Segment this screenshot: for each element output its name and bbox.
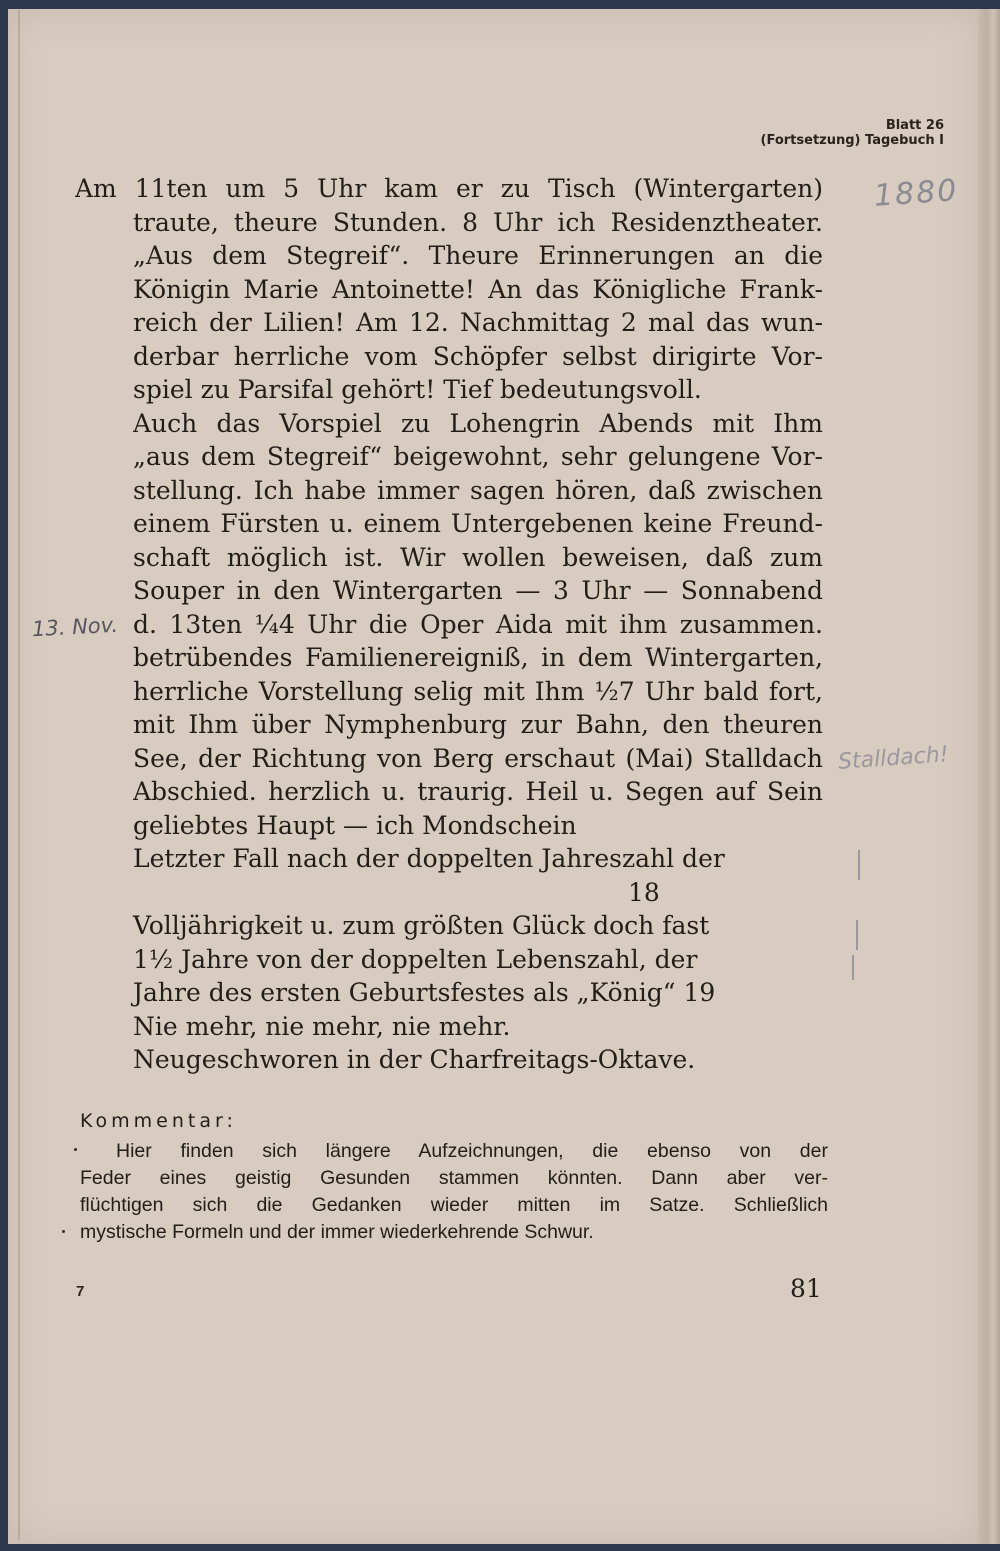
- diary-line: Letzter Fall nach der doppelten Jahreszahl der: [133, 844, 725, 873]
- diary-line: Jahre des ersten Geburtsfestes als „König“ 19: [133, 978, 716, 1007]
- diary-line-number: 18: [628, 877, 660, 907]
- diary-line: Neugeschworen in der Charfreitags-Oktave.: [133, 1045, 696, 1074]
- margin-note-year: 1880: [872, 173, 960, 214]
- diary-line: herrliche Vorstellung selig mit Ihm ½7 Uhr bald fort,: [133, 676, 823, 706]
- diary-text-block: [75, 172, 835, 1077]
- pencil-mark: [856, 920, 858, 950]
- page-edge: [978, 9, 1000, 1544]
- diary-line: derbar herrliche vom Schöpfer selbst dirigirte Vor-: [133, 341, 823, 371]
- commentary-line: mystische Formeln und der immer wiederkehrende Schwur.: [80, 1221, 594, 1243]
- diary-line: betrübendes Familienereigniß, in dem Wintergarten,: [133, 643, 823, 672]
- diary-line: einem Fürsten u. einem Untergebenen keine Freund-: [133, 509, 823, 538]
- commentary-line: Hier finden sich längere Aufzeichnungen, die ebenso von der: [116, 1140, 828, 1162]
- running-head-line-2: (Fortsetzung) Tagebuch I: [760, 133, 944, 148]
- diary-line: Volljährigkeit u. zum größten Glück doch fast: [133, 911, 710, 940]
- diary-line: Auch das Vorspiel zu Lohengrin Abends mit Ihm: [133, 408, 823, 438]
- margin-note-stall: Stalldach!: [837, 742, 950, 775]
- commentary-section: [80, 1108, 828, 1246]
- diary-line: Souper in den Wintergarten — 3 Uhr — Sonnabend: [133, 576, 823, 605]
- diary-line: 1½ Jahre von der doppelten Lebenszahl, der: [133, 944, 698, 974]
- pencil-mark: [852, 955, 854, 980]
- diary-line: „aus dem Stegreif“ beigewohnt, sehr gelungene Vor-: [133, 442, 823, 471]
- diary-line: See, der Richtung von Berg erschaut (Mai) Stalldach: [133, 743, 823, 773]
- running-head-line-1: Blatt 26: [885, 118, 944, 133]
- diary-line: spiel zu Parsifal gehört! Tief bedeutungsvoll.: [133, 375, 702, 404]
- diary-line: stellung. Ich habe immer sagen hören, daß zwischen: [133, 475, 823, 505]
- commentary-line: Feder eines geistig Gesunden stammen könnten. Dann aber ver-: [80, 1167, 828, 1189]
- diary-line: Abschied. herzlich u. traurig. Heil u. Segen auf Sein: [133, 777, 823, 806]
- diary-line: geliebtes Haupt — ich Mondschein: [133, 810, 577, 840]
- running-head: [761, 118, 944, 148]
- binding-shadow: [18, 10, 20, 1540]
- commentary-heading: Kommentar:: [80, 1110, 237, 1132]
- diary-line: Nie mehr, nie mehr, nie mehr.: [133, 1011, 511, 1041]
- diary-line: reich der Lilien! Am 12. Nachmittag 2 mal das wun-: [133, 308, 823, 337]
- diary-line: schaft möglich ist. Wir wollen beweisen, daß zum: [133, 542, 823, 572]
- paper-speck: [74, 1148, 77, 1151]
- margin-note-date: 13. Nov.: [31, 612, 119, 642]
- diary-line: d. 13ten ¼4 Uhr die Oper Aida mit ihm zusammen.: [133, 609, 823, 639]
- signature-mark: 7: [76, 1283, 85, 1300]
- diary-line: Am 11ten um 5 Uhr kam er zu Tisch (Wintergarten): [75, 174, 823, 203]
- diary-line: mit Ihm über Nymphenburg zur Bahn, den theuren: [133, 710, 823, 739]
- diary-line: „Aus dem Stegreif“. Theure Erinnerungen an die: [133, 241, 823, 270]
- commentary-line: flüchtigen sich die Gedanken wieder mitten im Satze. Schließlich: [80, 1194, 828, 1216]
- page-number: 81: [790, 1274, 822, 1303]
- paper-speck: [62, 1230, 65, 1233]
- diary-line: traute, theure Stunden. 8 Uhr ich Residenztheater.: [133, 207, 823, 237]
- pencil-mark: [858, 850, 860, 880]
- diary-line: Königin Marie Antoinette! An das Königliche Frank-: [133, 274, 823, 304]
